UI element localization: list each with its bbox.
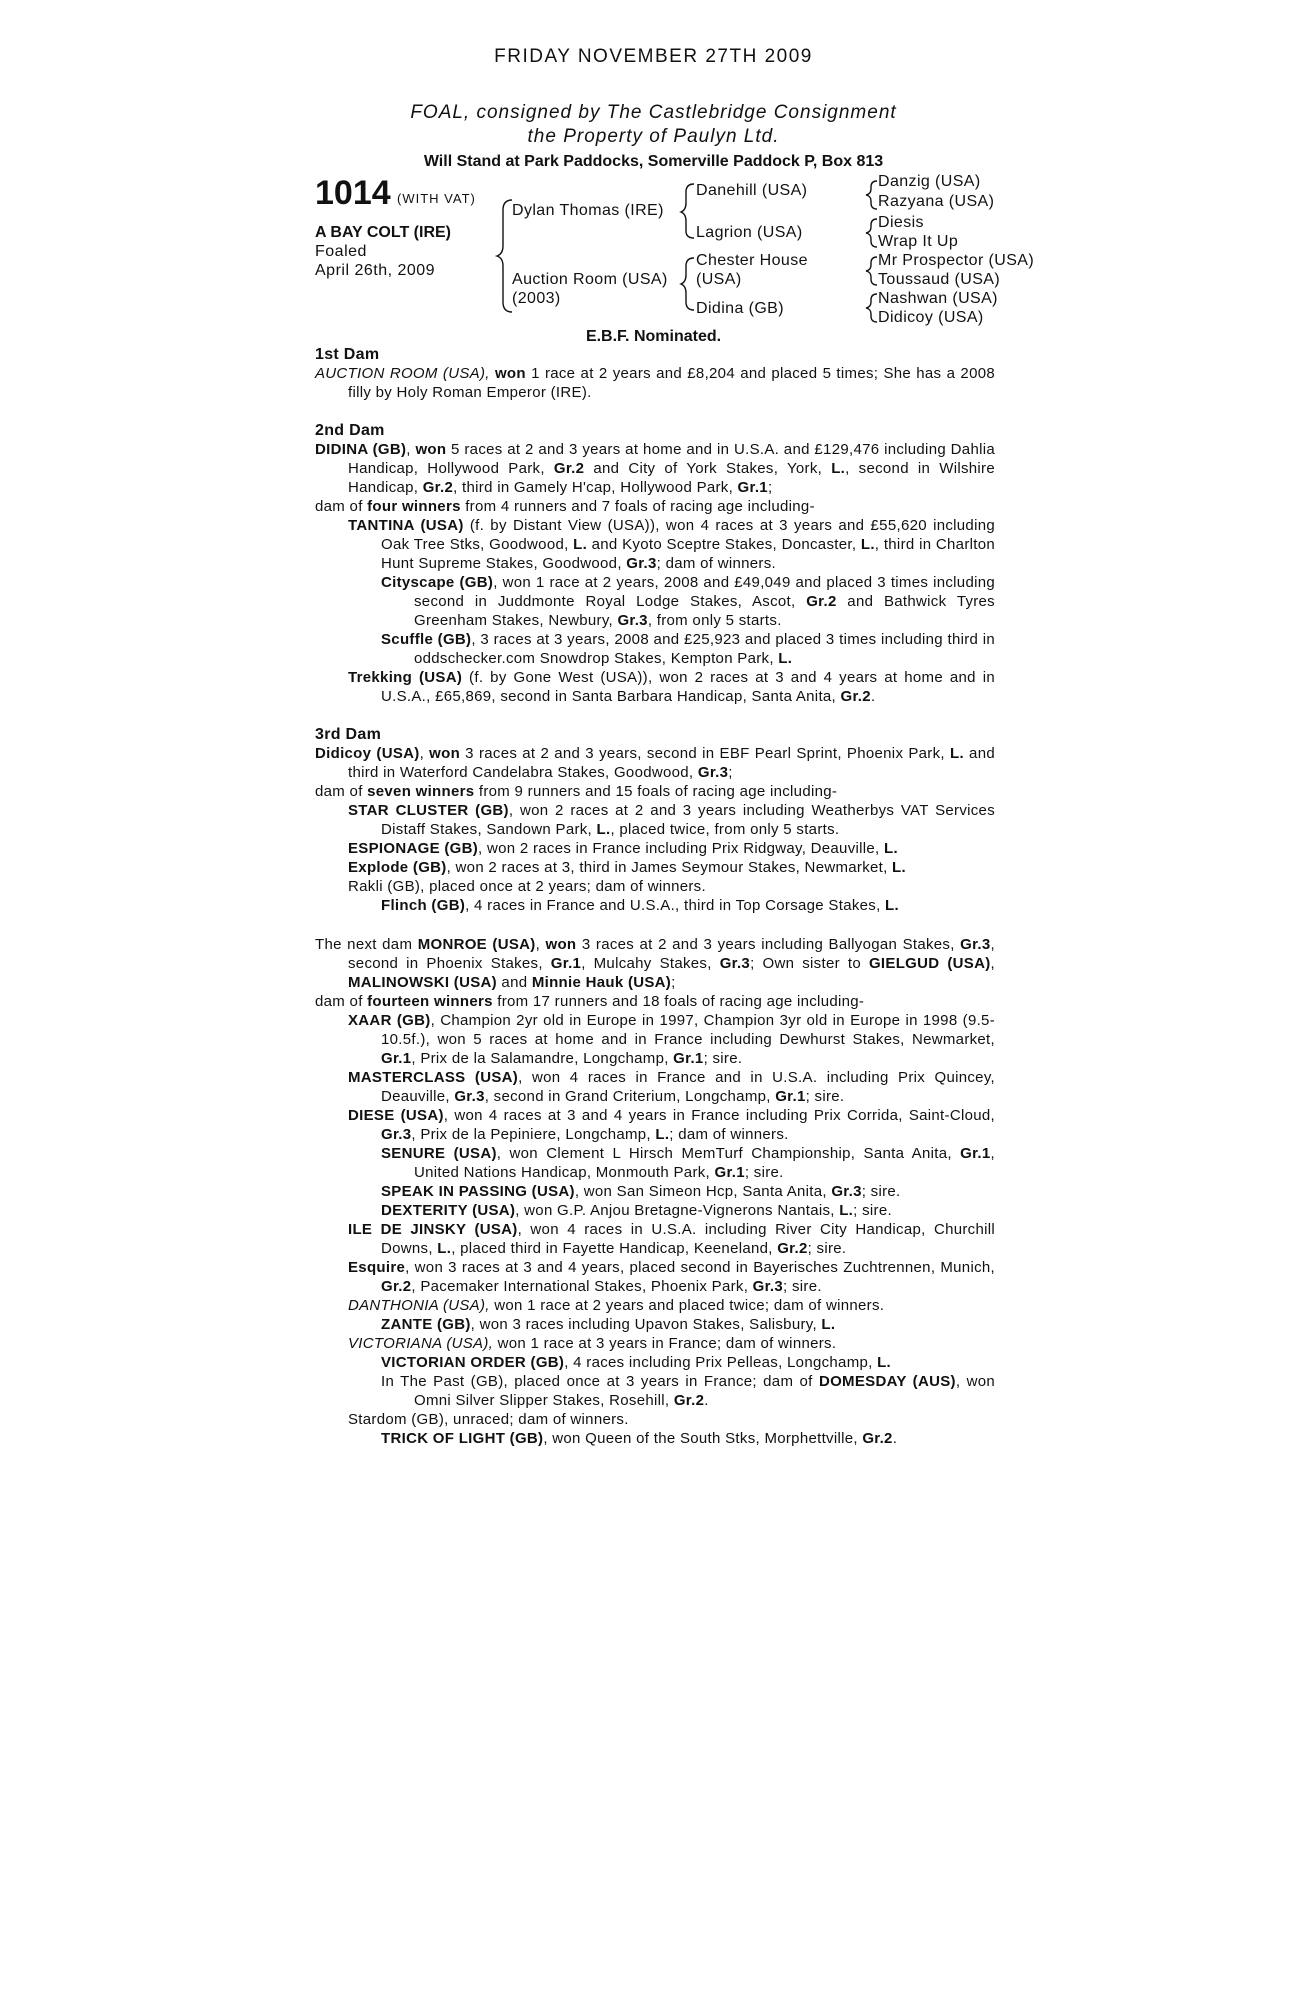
text-fragment: Scuffle (GB) (381, 631, 472, 648)
vat-note: (WITH VAT) (397, 191, 476, 206)
pedigree-sire: Dylan Thomas (IRE) (512, 202, 664, 219)
text-fragment: , won 4 races at 3 and 4 years in France including Prix Corrida, Saint-Cloud, (443, 1107, 995, 1124)
text-fragment: four winners (367, 498, 461, 515)
text-fragment: SPEAK IN PASSING (USA) (381, 1183, 575, 1200)
text-fragment: MASTERCLASS (USA) (348, 1069, 519, 1086)
pedigree-sire-dam: Lagrion (USA) (696, 224, 803, 241)
text-fragment: L. (860, 536, 875, 553)
text-fragment: ; dam of winners. (656, 555, 776, 572)
pedigree-sdd: Wrap It Up (878, 233, 959, 250)
sale-date: FRIDAY NOVEMBER 27TH 2009 (494, 46, 813, 67)
text-fragment: won (429, 745, 461, 762)
next-dam-produce-summary (315, 992, 995, 1011)
text-fragment: fourteen winners (367, 993, 493, 1010)
next-dam-section (315, 935, 995, 1448)
first-dam-section (315, 345, 995, 402)
text-fragment: , Prix de la Pepiniere, Longchamp, (411, 1126, 656, 1143)
text-fragment: DIESE (USA) (348, 1107, 444, 1124)
second-dam-heading: 2nd Dam (315, 422, 385, 439)
text-fragment: , won 3 races at 3 and 4 years, placed second in Bayerisches Zuchtrennen, Munich, (405, 1259, 995, 1276)
produce-scuffle (315, 630, 995, 668)
produce-zante (315, 1315, 995, 1334)
text-fragment: , Pacemaker International Stakes, Phoenix Park, (411, 1278, 753, 1295)
pedigree-dam-dam: Didina (GB) (696, 300, 784, 317)
text-fragment: won 1 race at 2 years and placed twice; dam of winners. (489, 1297, 885, 1314)
first-dam-heading: 1st Dam (315, 346, 380, 363)
text-fragment: , won 4 races in U.S.A. including River City Handicap, Churchill Downs, (381, 1221, 995, 1257)
pedigree-dss: Mr Prospector (USA) (878, 252, 1035, 269)
second-dam-produce-summary (315, 497, 995, 516)
text-fragment: DIDINA (GB) (315, 441, 407, 458)
text-fragment: Gr.1 (960, 1145, 991, 1162)
third-dam-section (315, 725, 995, 915)
text-fragment: Cityscape (GB) (381, 574, 494, 591)
lot-number: 1014 (315, 174, 391, 212)
pedigree-ddd: Didicoy (USA) (878, 309, 984, 326)
text-fragment: Gr.2 (422, 479, 454, 496)
produce-ile-de-jinsky (315, 1220, 995, 1258)
produce-esquire (315, 1258, 995, 1296)
text-fragment: ; (767, 479, 773, 496)
text-fragment: . (870, 688, 876, 705)
text-fragment: Gr.1 (673, 1050, 704, 1067)
pedigree-dam-sire: Chester House (696, 252, 808, 269)
text-fragment: won (415, 441, 447, 458)
text-fragment: STAR CLUSTER (GB) (348, 802, 509, 819)
pedigree-dam-year: (2003) (512, 290, 561, 307)
text-fragment: from 9 runners and 15 foals of racing age including- (474, 783, 838, 800)
second-dam-record (315, 440, 995, 497)
text-fragment: , second in Grand Criterium, Longchamp, (484, 1088, 776, 1105)
third-dam-record (315, 744, 995, 782)
text-fragment: , won San Simeon Hcp, Santa Anita, (574, 1183, 832, 1200)
text-fragment: dam of (315, 783, 368, 800)
produce-dexterity (315, 1201, 995, 1220)
text-fragment: DANTHONIA (USA), (348, 1297, 490, 1314)
produce-diese (315, 1106, 995, 1144)
text-fragment: 1 race at 2 years and £8,204 and placed 5 times; She has a 2008 filly by Holy Roman Emperor (IRE). (348, 365, 996, 401)
text-fragment: , placed third in Fayette Handicap, Keeneland, (451, 1240, 778, 1257)
text-fragment: Gr.1 (775, 1088, 806, 1105)
text-fragment: , won 2 races at 3, third in James Seymour Stakes, Newmarket, (446, 859, 893, 876)
text-fragment: ; sire. (744, 1164, 784, 1181)
text-fragment: Gr.1 (550, 955, 582, 972)
text-fragment: Esquire (348, 1259, 406, 1276)
produce-espionage (315, 839, 995, 858)
text-fragment: , won Omni Silver Slipper Stakes, Rosehill, (414, 1373, 995, 1409)
consignor-line: FOAL, consigned by The Castlebridge Consignment (410, 102, 897, 123)
text-fragment: Flinch (GB) (381, 897, 466, 914)
text-fragment: AUCTION ROOM (USA), (315, 365, 490, 382)
property-line: the Property of Paulyn Ltd. (527, 126, 780, 147)
text-fragment: , third in Charlton Hunt Supreme Stakes, Goodwood, (381, 536, 995, 572)
text-fragment: , Prix de la Salamandre, Longchamp, (411, 1050, 674, 1067)
pedigree-ssd: Razyana (USA) (878, 193, 995, 210)
text-fragment: Gr.3 (617, 612, 648, 629)
text-fragment: , (419, 745, 430, 762)
text-fragment: ; sire. (853, 1202, 892, 1219)
text-fragment: dam of (315, 498, 368, 515)
text-fragment: Gr.3 (752, 1278, 784, 1295)
text-fragment: L. (831, 460, 846, 477)
text-fragment: , second in Phoenix Stakes, (348, 936, 995, 972)
pedigree-sds: Diesis (878, 214, 924, 231)
pedigree-dsd: Toussaud (USA) (878, 271, 1001, 288)
text-fragment: , won Clement L Hirsch MemTurf Championship, Santa Anita, (496, 1145, 961, 1162)
text-fragment: Gr.2 (862, 1430, 893, 1447)
stand-location: Will Stand at Park Paddocks, Somerville Paddock P, Box 813 (423, 153, 884, 170)
produce-flinch (315, 896, 995, 915)
produce-rakli: Rakli (GB), placed once at 2 years; dam of winners. (348, 878, 706, 895)
third-dam-produce-summary (315, 782, 995, 801)
text-fragment: Gr.3 (381, 1126, 412, 1143)
text-fragment: DOMESDAY (AUS) (818, 1373, 956, 1390)
produce-victorian-order (315, 1353, 995, 1372)
text-fragment: ; sire. (861, 1183, 901, 1200)
text-fragment: , 4 races including Prix Pelleas, Longchamp, (564, 1354, 878, 1371)
text-fragment: The next dam (315, 936, 418, 953)
text-fragment: , won 2 races at 2 and 3 years including Weatherbys VAT Services Distaff Stakes, Sandown Park, (381, 802, 995, 838)
text-fragment: ; (671, 974, 676, 991)
text-fragment: ; Own sister to (750, 955, 869, 972)
produce-stardom: Stardom (GB), unraced; dam of winners. (348, 1411, 629, 1428)
produce-tantina (315, 516, 995, 573)
pedigree-dam-sire-country: (USA) (696, 271, 742, 288)
text-fragment: Gr.1 (381, 1050, 412, 1067)
text-fragment: Gr.1 (737, 479, 768, 496)
pedigree-sire-sire: Danehill (USA) (696, 182, 808, 199)
text-fragment: Gr.3 (697, 764, 729, 781)
text-fragment: ; sire. (783, 1278, 822, 1295)
text-fragment: and third in Waterford Candelabra Stakes, Goodwood, (348, 745, 995, 781)
text-fragment: Gr.2 (553, 460, 585, 477)
pedigree-dam: Auction Room (USA) (512, 271, 668, 288)
text-fragment: seven winners (367, 783, 475, 800)
text-fragment: , won 3 races including Upavon Stakes, Salisbury, (470, 1316, 822, 1333)
text-fragment: XAAR (GB) (348, 1012, 431, 1029)
text-fragment: Trekking (USA) (348, 669, 463, 686)
text-fragment: and Bathwick Tyres Greenham Stakes, Newbury, (414, 593, 995, 629)
text-fragment: Gr.3 (626, 555, 657, 572)
text-fragment: , 3 races at 3 years, 2008 and £25,923 and placed 3 times including third in oddschecker.com Snowdrop Stakes, Kempton Park, (414, 631, 995, 667)
text-fragment: . (892, 1430, 898, 1447)
text-fragment: , (990, 955, 996, 972)
text-fragment: Gr.2 (381, 1278, 412, 1295)
text-fragment: Gr.3 (454, 1088, 485, 1105)
second-dam-section (315, 421, 995, 706)
text-fragment: L. (892, 859, 906, 876)
foaled-date: April 26th, 2009 (315, 262, 436, 279)
text-fragment: Gr.2 (806, 593, 837, 610)
text-fragment: Didicoy (USA) (315, 745, 420, 762)
next-dam-record (315, 935, 995, 992)
text-fragment: , third in Gamely H'cap, Hollywood Park, (453, 479, 738, 496)
text-fragment: SENURE (USA) (381, 1145, 497, 1162)
text-fragment: , United Nations Handicap, Monmouth Park, (414, 1145, 995, 1181)
produce-masterclass (315, 1068, 995, 1106)
produce-xaar (315, 1011, 995, 1068)
text-fragment: VICTORIANA (USA), (348, 1335, 494, 1352)
text-fragment: , Mulcahy Stakes, (581, 955, 720, 972)
text-fragment: L. (883, 840, 898, 857)
text-fragment: MALINOWSKI (USA) (348, 974, 497, 991)
text-fragment: TANTINA (USA) (348, 517, 464, 534)
lot-description: A BAY COLT (IRE) (315, 224, 452, 241)
text-fragment: , won 1 race at 2 years, 2008 and £49,049 and placed 3 times including second in Juddmonte Royal Lodge Stakes, Ascot, (414, 574, 996, 610)
text-fragment: L. (885, 897, 899, 914)
text-fragment: GIELGUD (USA) (868, 955, 991, 972)
text-fragment: MONROE (USA) (417, 936, 536, 953)
text-fragment: won (545, 936, 577, 953)
text-fragment: ; sire. (805, 1088, 845, 1105)
pedigree-braces (0, 0, 1307, 340)
text-fragment: In The Past (GB), placed once at 3 years in France; dam of (381, 1373, 819, 1390)
text-fragment: , (406, 441, 416, 458)
text-fragment: , won 2 races in France including Prix Ridgway, Deauville, (478, 840, 884, 857)
produce-cityscape (315, 573, 995, 630)
text-fragment: L. (437, 1240, 452, 1257)
text-fragment: L. (950, 745, 964, 762)
produce-danthonia (315, 1296, 995, 1315)
text-fragment: Gr.3 (831, 1183, 862, 1200)
text-fragment: Explode (GB) (348, 859, 447, 876)
text-fragment: ; dam of winners. (669, 1126, 789, 1143)
produce-in-the-past (315, 1372, 995, 1410)
text-fragment: VICTORIAN ORDER (GB) (381, 1354, 565, 1371)
text-fragment: and City of York Stakes, York, (584, 460, 832, 477)
text-fragment: ESPIONAGE (GB) (348, 840, 479, 857)
text-fragment: won 1 race at 3 years in France; dam of winners. (493, 1335, 837, 1352)
third-dam-heading: 3rd Dam (315, 726, 382, 743)
text-fragment: L. (778, 650, 793, 667)
produce-victoriana (315, 1334, 995, 1353)
text-fragment: (f. by Distant View (USA)), won 4 races at 3 years and £55,620 including Oak Tree Stks, Goodwood, (381, 517, 995, 553)
text-fragment: from 4 runners and 7 foals of racing age including- (460, 498, 815, 515)
text-fragment: L. (821, 1316, 836, 1333)
text-fragment: , (535, 936, 546, 953)
text-fragment: , second in Wilshire Handicap, (348, 460, 995, 496)
text-fragment: , won Queen of the South Stks, Morphettville, (543, 1430, 863, 1447)
text-fragment: , won 4 races in France and in U.S.A. including Prix Quincey, Deauville, (381, 1069, 995, 1105)
produce-speak-in-passing (315, 1182, 995, 1201)
pedigree-sss: Danzig (USA) (878, 173, 981, 190)
text-fragment: ; sire. (703, 1050, 743, 1067)
text-fragment: 3 races at 2 and 3 years, second in EBF Pearl Sprint, Phoenix Park, (460, 745, 950, 762)
text-fragment: , from only 5 starts. (647, 612, 782, 629)
text-fragment: , won G.P. Anjou Bretagne-Vignerons Nantais, (515, 1202, 840, 1219)
text-fragment: Gr.3 (960, 936, 991, 953)
text-fragment: dam of (315, 993, 368, 1010)
produce-trick-of-light (315, 1429, 995, 1448)
text-fragment: TRICK OF LIGHT (GB) (381, 1430, 544, 1447)
text-fragment: ; (728, 764, 733, 781)
text-fragment: ; sire. (807, 1240, 847, 1257)
pedigree-dds: Nashwan (USA) (878, 290, 998, 307)
produce-senure (315, 1144, 995, 1182)
text-fragment: ZANTE (GB) (381, 1316, 471, 1333)
text-fragment: DEXTERITY (USA) (381, 1202, 516, 1219)
text-fragment: , placed twice, from only 5 starts. (610, 821, 840, 838)
text-fragment: Gr.1 (714, 1164, 745, 1181)
text-fragment: (f. by Gone West (USA)), won 2 races at 3 and 4 years at home and in U.S.A., £65,869, second in Santa Barbara Handicap, Santa Anita, (381, 669, 995, 705)
text-fragment: . (704, 1392, 709, 1409)
first-dam-record (315, 364, 995, 402)
text-fragment: and (496, 974, 532, 991)
text-fragment: Minnie Hauk (USA) (531, 974, 672, 991)
text-fragment: won (494, 365, 526, 382)
text-fragment: Gr.3 (719, 955, 751, 972)
ebf-nominated: E.B.F. Nominated. (585, 328, 722, 345)
text-fragment: , Champion 2yr old in Europe in 1997, Champion 3yr old in Europe in 1998 (9.5-10.5f.), won 5 races at home and in France including Dewhurst Stakes, Newmarket, (381, 1012, 995, 1048)
text-fragment: L. (596, 821, 611, 838)
text-fragment: L. (877, 1354, 891, 1371)
text-fragment: , 4 races in France and U.S.A., third in Top Corsage Stakes, (465, 897, 886, 914)
text-fragment: Gr.2 (673, 1392, 705, 1409)
text-fragment: L. (573, 536, 588, 553)
text-fragment: and Kyoto Sceptre Stakes, Doncaster, (587, 536, 861, 553)
produce-trekking (315, 668, 995, 706)
text-fragment: L. (839, 1202, 854, 1219)
text-fragment: L. (655, 1126, 670, 1143)
text-fragment: 5 races at 2 and 3 years at home and in U.S.A. and £129,476 including Dahlia Handicap, Hollywood Park, (348, 441, 995, 477)
text-fragment: Gr.2 (777, 1240, 808, 1257)
produce-star-cluster (315, 801, 995, 839)
text-fragment: from 17 runners and 18 foals of racing age including- (492, 993, 865, 1010)
foaled-label: Foaled (315, 243, 367, 260)
produce-explode (315, 858, 995, 877)
text-fragment: ILE DE JINSKY (USA) (348, 1221, 518, 1238)
text-fragment: 3 races at 2 and 3 years including Ballyogan Stakes, (576, 936, 961, 953)
text-fragment: Gr.2 (840, 688, 871, 705)
